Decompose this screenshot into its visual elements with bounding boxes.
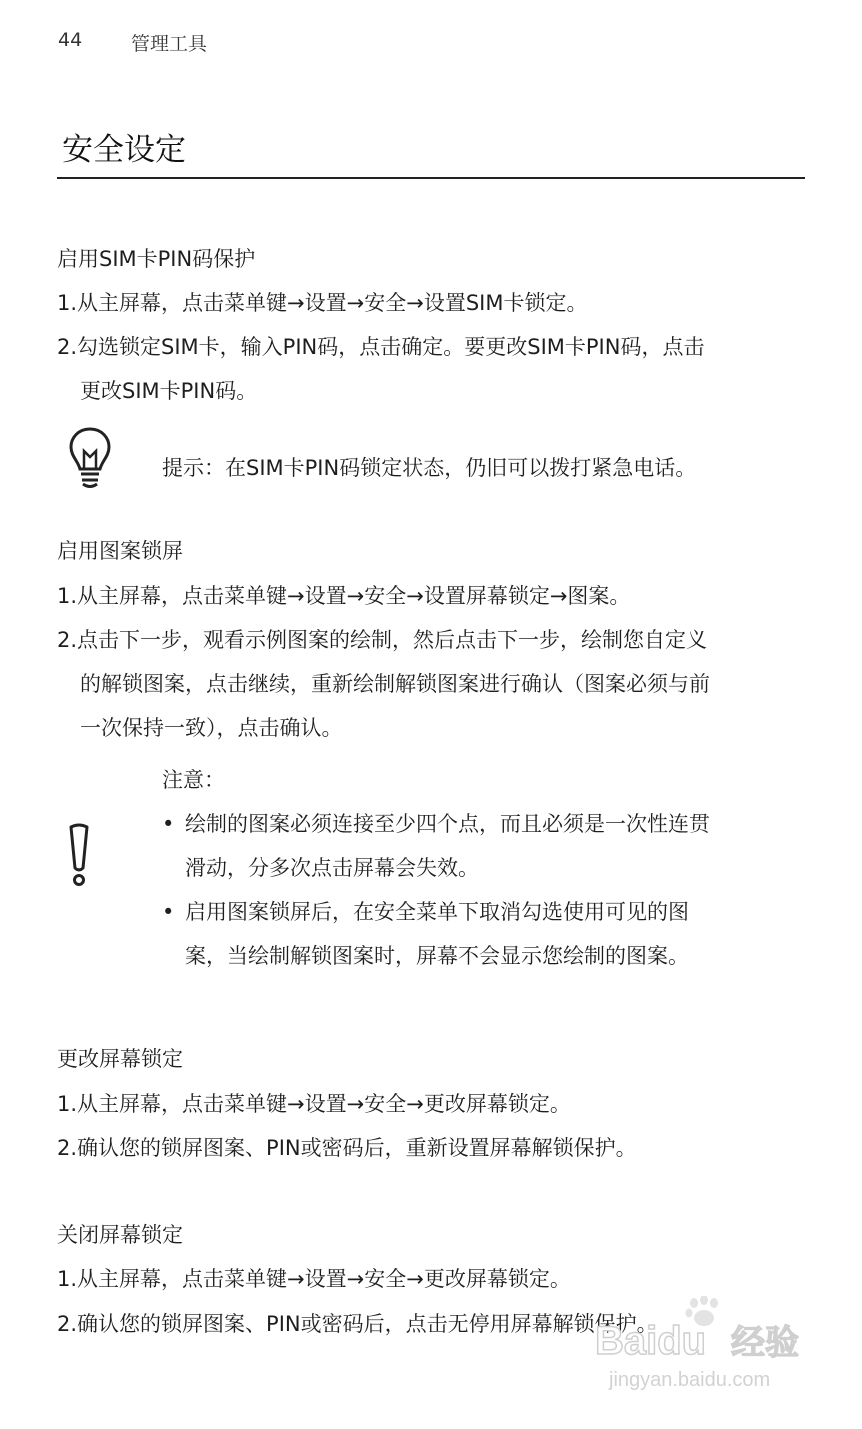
sim-pin-heading: 启用SIM卡PIN码保护 bbox=[57, 247, 256, 271]
disable-lock-step-1: 1.从主屏幕，点击菜单键→设置→安全→更改屏幕锁定。 bbox=[57, 1267, 571, 1291]
note-2-cont: 案，当绘制解锁图案时，屏幕不会显示您绘制的图案。 bbox=[185, 944, 689, 968]
watermark-url: jingyan.baidu.com bbox=[609, 1369, 771, 1391]
sim-pin-step-2: 2.勾选锁定SIM卡，输入PIN码，点击确定。要更改SIM卡PIN码，点击 bbox=[57, 335, 705, 359]
pattern-lock-step-2-cont-2: 一次保持一致），点击确认。 bbox=[80, 716, 343, 740]
title-rule bbox=[57, 177, 805, 179]
lightbulb-icon bbox=[68, 426, 112, 490]
change-lock-step-1: 1.从主屏幕，点击菜单键→设置→安全→更改屏幕锁定。 bbox=[57, 1092, 571, 1116]
chapter-title: 管理工具 bbox=[131, 33, 208, 55]
sim-pin-step-2-cont: 更改SIM卡PIN码。 bbox=[80, 379, 258, 403]
warning-icon bbox=[66, 822, 92, 888]
sim-pin-step-1: 1.从主屏幕，点击菜单键→设置→安全→设置SIM卡锁定。 bbox=[57, 291, 588, 315]
watermark-service: 经验 bbox=[731, 1323, 799, 1363]
pattern-lock-step-1: 1.从主屏幕，点击菜单键→设置→安全→设置屏幕锁定→图案。 bbox=[57, 584, 631, 608]
note-1: 绘制的图案必须连接至少四个点，而且必须是一次性连贯 bbox=[185, 812, 710, 836]
note-2-bullet: • bbox=[162, 900, 175, 924]
page-number: 44 bbox=[58, 29, 83, 51]
section-title: 安全设定 bbox=[62, 132, 186, 168]
sim-pin-tip: 提示：在SIM卡PIN码锁定状态，仍旧可以拨打紧急电话。 bbox=[162, 456, 697, 480]
pattern-lock-step-2-cont: 的解锁图案，点击继续，重新绘制解锁图案进行确认（图案必须与前 bbox=[80, 672, 710, 696]
pattern-lock-step-2: 2.点击下一步，观看示例图案的绘制，然后点击下一步，绘制您自定义 bbox=[57, 628, 708, 652]
disable-lock-step-2: 2.确认您的锁屏图案、PIN或密码后，点击无停用屏幕解锁保护。 bbox=[57, 1312, 658, 1336]
pattern-lock-note-label: 注意： bbox=[162, 768, 225, 792]
note-1-cont: 滑动，分多次点击屏幕会失效。 bbox=[185, 856, 479, 880]
baidu-jingyan-watermark bbox=[593, 1296, 809, 1396]
change-lock-heading: 更改屏幕锁定 bbox=[57, 1047, 183, 1071]
disable-lock-heading: 关闭屏幕锁定 bbox=[57, 1223, 183, 1247]
pattern-lock-heading: 启用图案锁屏 bbox=[57, 539, 183, 563]
note-2: 启用图案锁屏后，在安全菜单下取消勾选使用可见的图 bbox=[185, 900, 689, 924]
note-1-bullet: • bbox=[162, 812, 175, 836]
change-lock-step-2: 2.确认您的锁屏图案、PIN或密码后，重新设置屏幕解锁保护。 bbox=[57, 1136, 637, 1160]
watermark-brand: Baidu bbox=[595, 1319, 707, 1363]
